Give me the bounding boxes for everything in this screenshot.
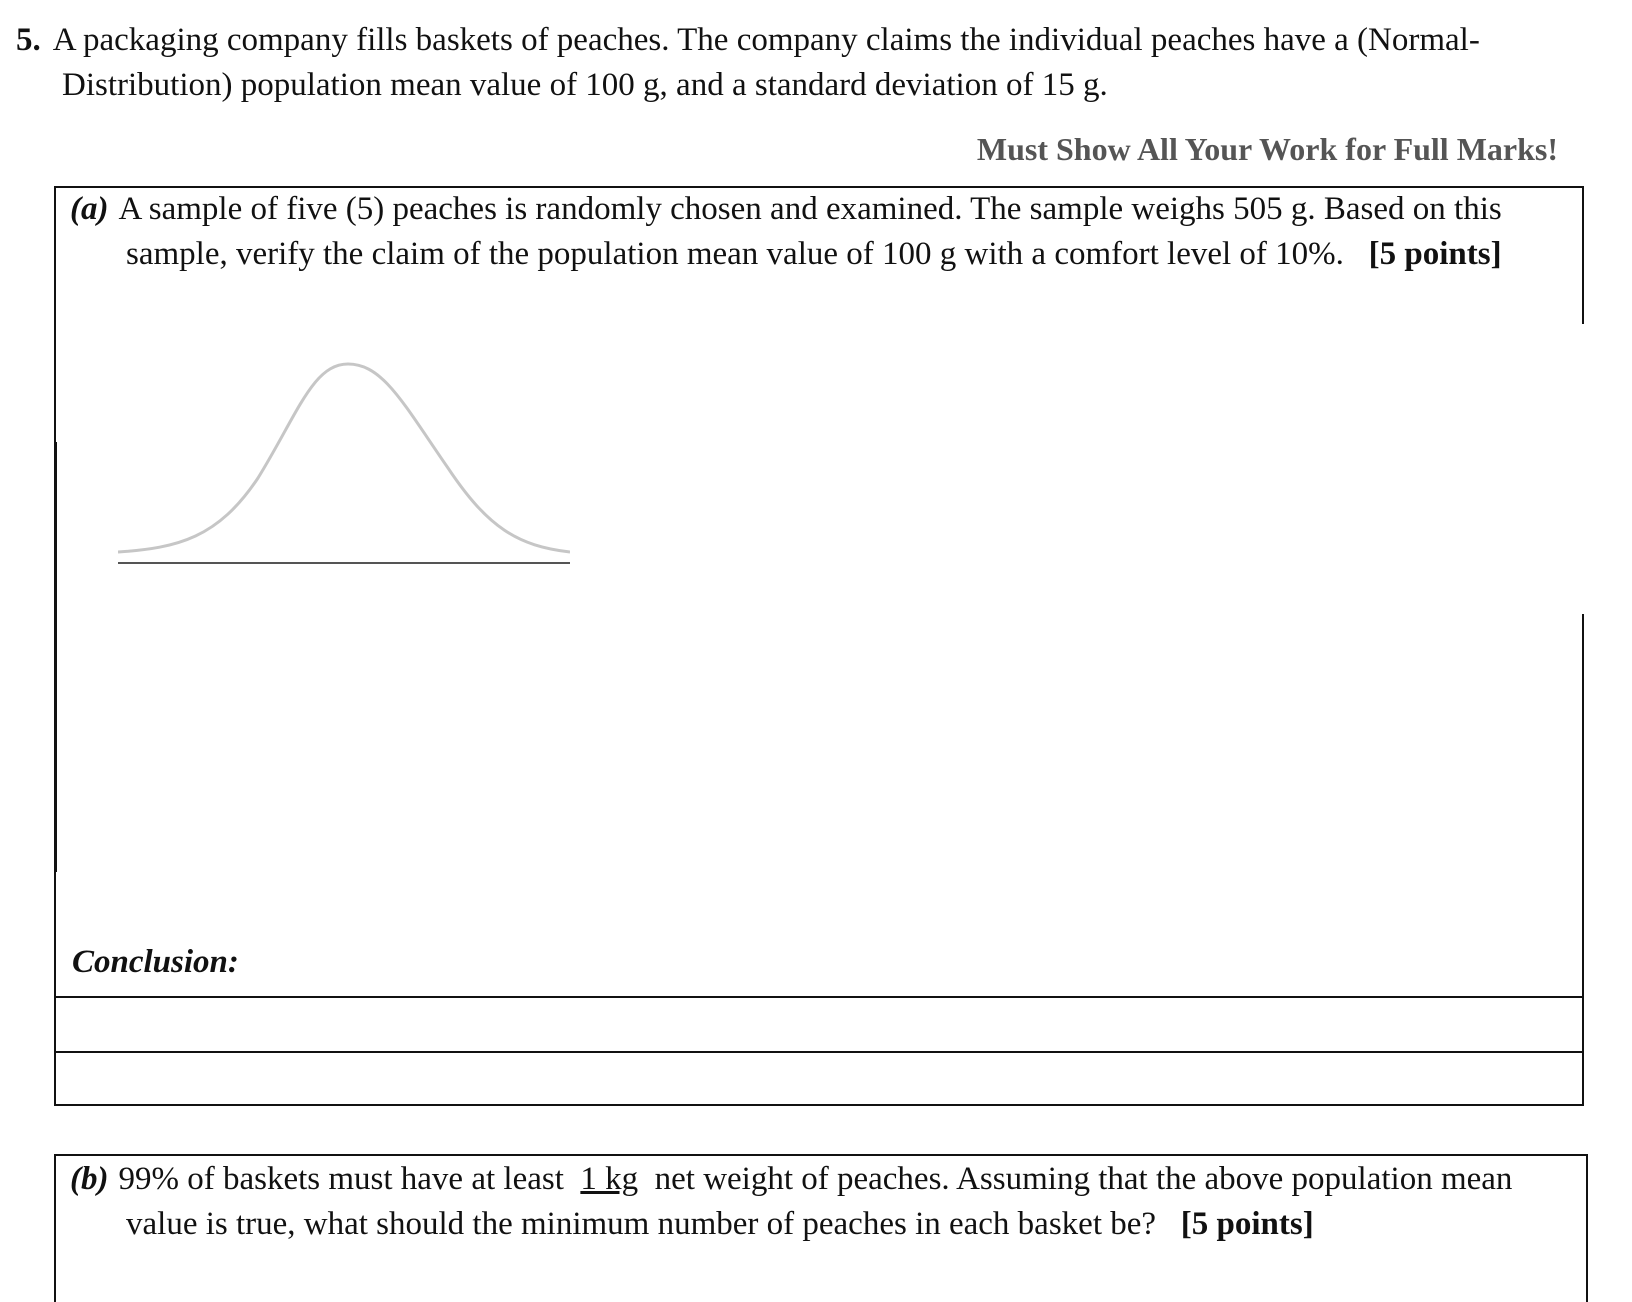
part-a-label: (a) bbox=[70, 191, 109, 227]
part-b-weight-value: 1 kg bbox=[580, 1161, 639, 1197]
part-a-box-left-bottom bbox=[54, 872, 56, 1104]
part-b-box-top bbox=[54, 1154, 1588, 1156]
part-b-label: (b) bbox=[70, 1161, 109, 1197]
part-b-box-left bbox=[54, 1154, 56, 1302]
part-b-line-2 bbox=[70, 1202, 1584, 1247]
part-a-box-left-mid bbox=[54, 442, 57, 872]
conclusion-line-1 bbox=[54, 996, 1584, 998]
part-b-box-right bbox=[1586, 1154, 1588, 1302]
part-a-text-line1: A sample of five (5) peaches is randomly chosen and examined. The sample weighs 505 g. Based on this bbox=[118, 191, 1502, 227]
part-a-box-right-top bbox=[1582, 186, 1584, 324]
question-text-line2: Distribution) population mean value of 100 g, and a standard deviation of 15 g. bbox=[62, 67, 1108, 103]
question-line-1 bbox=[16, 18, 1586, 63]
part-b-text-after: net weight of peaches. Assuming that the above population mean bbox=[654, 1161, 1513, 1197]
part-a-box-right-bottom bbox=[1582, 614, 1584, 1104]
part-b-text-line2: value is true, what should the minimum number of peaches in each basket be? bbox=[126, 1206, 1157, 1242]
part-b-points: [5 points] bbox=[1180, 1206, 1314, 1242]
part-a-line-2 bbox=[70, 232, 1580, 277]
part-b-line-1 bbox=[70, 1157, 1584, 1202]
normal-curve-figure bbox=[118, 358, 570, 568]
conclusion-line-2 bbox=[54, 1051, 1584, 1053]
part-a-box-left-top bbox=[54, 186, 56, 442]
part-a-line-1 bbox=[70, 187, 1580, 232]
conclusion-label: Conclusion: bbox=[72, 944, 239, 980]
part-a-box-bottom bbox=[54, 1104, 1584, 1106]
question-text-line1: A packaging company fills baskets of peaches. The company claims the individual peaches have a (Normal- bbox=[52, 22, 1480, 58]
part-a-text-line2: sample, verify the claim of the population mean value of 100 g with a comfort level of 10%. bbox=[126, 236, 1344, 272]
part-b-text-before: 99% of baskets must have at least bbox=[118, 1161, 564, 1197]
part-b-question bbox=[70, 1157, 1584, 1247]
question-stem bbox=[16, 18, 1586, 108]
part-a-points: [5 points] bbox=[1368, 236, 1502, 272]
normal-curve bbox=[118, 364, 570, 552]
instruction-note: Must Show All Your Work for Full Marks! bbox=[976, 131, 1558, 167]
part-a-question bbox=[70, 187, 1580, 277]
question-number: 5. bbox=[16, 22, 41, 58]
